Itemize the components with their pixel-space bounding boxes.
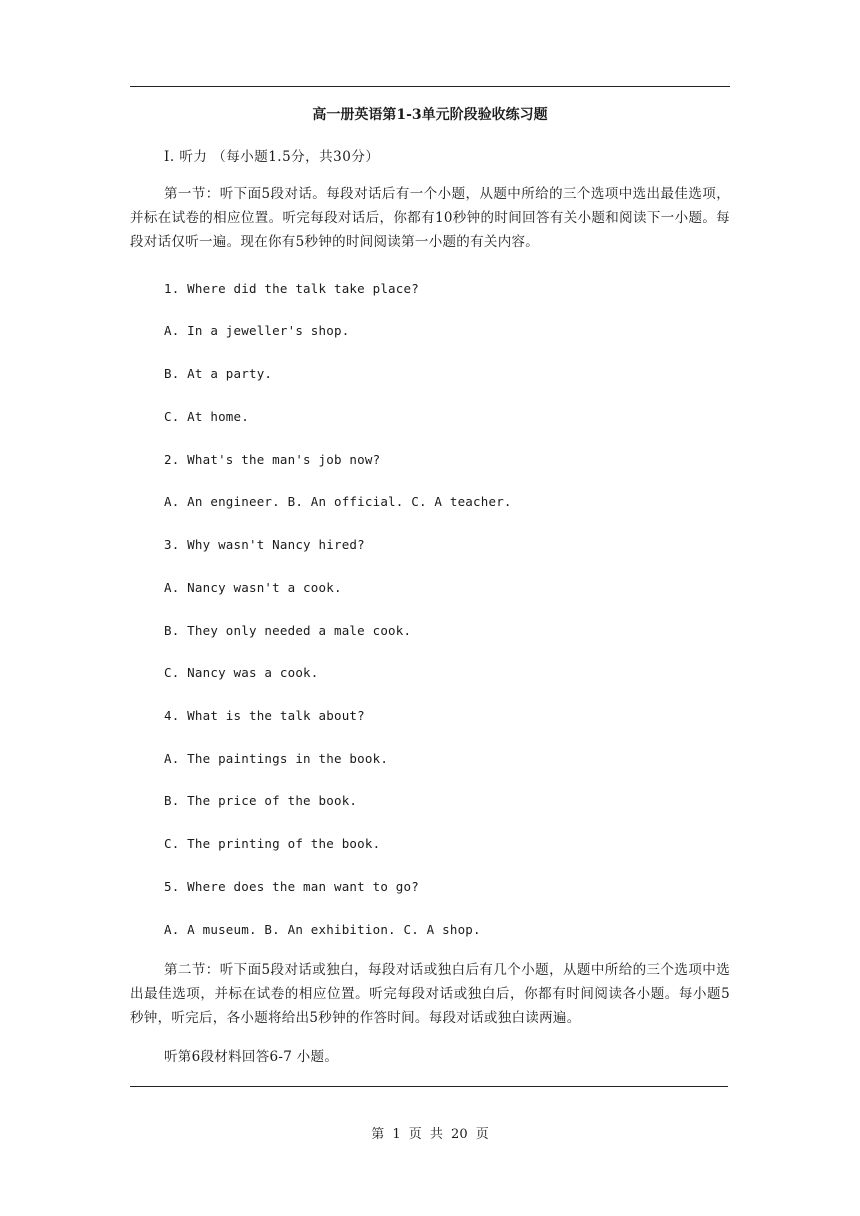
section-heading-listening: I. 听力 （每小题1.5分，共30分） (164, 149, 380, 165)
question-1-option-c: C. At home. (164, 409, 249, 424)
question-3-option-b: B. They only needed a male cook. (164, 623, 412, 638)
part1-instructions: 第一节：听下面5段对话。每段对话后有一个小题，从题中所给的三个选项中选出最佳选项，并标在试卷的相应位置。听完每段对话后，你都有10秒钟的时间回答有关小题和阅读下一小题。每段对话仅听一遍。现在你有5秒钟的时间阅读第一小题的有关内容。 (130, 186, 730, 250)
page-footer: 第 1 页 共 20 页 (371, 1127, 489, 1142)
question-1-option-b: B. At a party. (164, 366, 273, 381)
question-5: 5. Where does the man want to go? (164, 879, 419, 894)
question-3-option-a: A. Nancy wasn't a cook. (164, 580, 342, 595)
footer-rule (130, 1086, 728, 1087)
question-4-option-c: C. The printing of the book. (164, 836, 381, 851)
question-2-options: A. An engineer. B. An official. C. A teacher. (164, 494, 512, 509)
question-3-option-c: C. Nancy was a cook. (164, 665, 319, 680)
header-rule (130, 86, 730, 87)
listen-note: 听第6段材料回答6-7 小题。 (164, 1049, 339, 1065)
question-4-option-a: A. The paintings in the book. (164, 751, 389, 766)
question-5-options: A. A museum. B. An exhibition. C. A shop. (164, 922, 481, 937)
document-title: 高一册英语第1-3单元阶段验收练习题 (312, 107, 548, 123)
question-2: 2. What's the man's job now? (164, 452, 381, 467)
question-3: 3. Why wasn't Nancy hired? (164, 537, 365, 552)
question-4-option-b: B. The price of the book. (164, 793, 358, 808)
question-1-option-a: A. In a jeweller's shop. (164, 323, 350, 338)
question-4: 4. What is the talk about? (164, 708, 365, 723)
part2-instructions: 第二节：听下面5段对话或独白，每段对话或独白后有几个小题，从题中所给的三个选项中选出最佳选项，并标在试卷的相应位置。听完每段对话或独白后，你都有时间阅读各小题。每小题5秒钟，听完后，各小题将给出5秒钟的作答时间。每段对话或独白读两遍。 (130, 962, 730, 1026)
question-1: 1. Where did the talk take place? (164, 281, 419, 296)
